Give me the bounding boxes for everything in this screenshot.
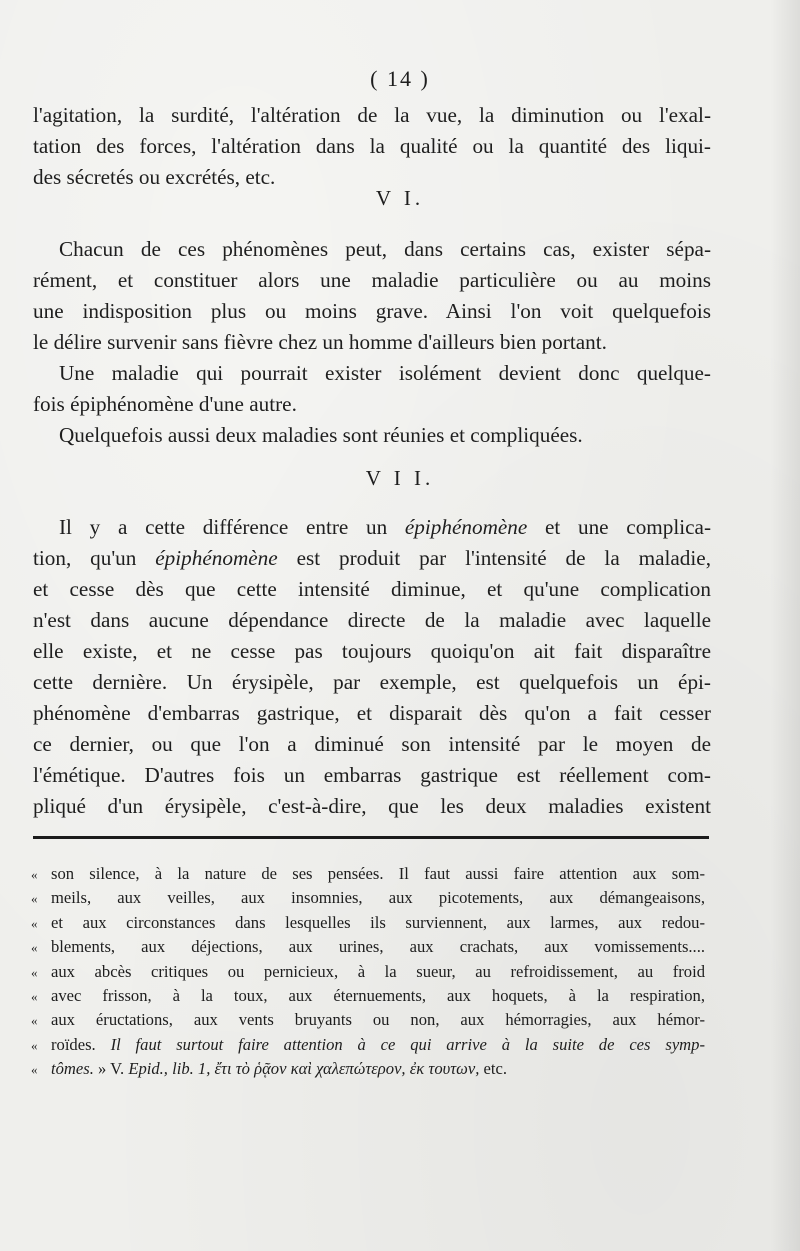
footnote <box>31 862 711 1082</box>
quote-mark: « <box>31 1037 38 1053</box>
quote-mark: « <box>31 891 38 907</box>
text-line: cette dernière. Un érysipèle, par exemple, est quelquefois un épi- <box>33 670 711 694</box>
text-line: l'émétique. D'autres fois un embarras gastrique est réellement com- <box>33 763 711 787</box>
footnote-text: aux éructations, aux vents bruyants ou non, aux hémorragies, aux hémor- <box>51 1010 705 1030</box>
footnote-line <box>31 862 711 886</box>
footnote-line <box>31 935 711 959</box>
italic-term: épiphénomène <box>404 515 528 539</box>
text-line: fois épiphénomène d'une autre. <box>33 392 297 416</box>
text-line: le délire survenir sans fièvre chez un homme d'ailleurs bien portant. <box>33 330 607 354</box>
quote-mark: « <box>31 940 38 956</box>
quote-mark: « <box>31 915 38 931</box>
italic-run: Il faut surtout faire attention à ce qui arrive à la suite de ces symp- <box>110 1034 705 1054</box>
footnote-line <box>31 911 711 935</box>
quote-mark: « <box>31 989 38 1005</box>
footnote-text <box>51 1033 705 1056</box>
text-line: une indisposition plus ou moins grave. Ainsi l'on voit quelquefois <box>33 299 711 323</box>
footnote-text: avec frisson, à la toux, aux éternuements, aux hoquets, à la respiration, <box>51 986 705 1006</box>
greek-quotation: ἔτι τὸ ῥᾷον καὶ χαλεπώτερον, ἐκ τουτων, <box>210 1059 480 1079</box>
footnote-line <box>31 984 711 1008</box>
text-line: l'agitation, la surdité, l'altération de la vue, la diminution ou l'exal- <box>33 103 711 127</box>
text-line: des sécretés ou excrétés, etc. <box>33 165 276 189</box>
section-7-paragraph <box>33 512 711 822</box>
footnote-text <box>51 1057 705 1080</box>
text-run: roïdes. <box>51 1034 111 1054</box>
text-line: elle existe, et ne cesse pas toujours quoiqu'on ait fait disparaître <box>33 639 711 663</box>
text-line: tation des forces, l'altération dans la qualité ou la quantité des liqui- <box>33 134 711 158</box>
text-run: est produit par l'intensité de la maladie, <box>277 546 711 570</box>
footnote-text: meils, aux veilles, aux insomnies, aux picotements, aux démangeaisons, <box>51 888 705 908</box>
footnote-text: et aux circonstances dans lesquelles ils surviennent, aux larmes, aux redou- <box>51 912 705 932</box>
footnote-line <box>31 886 711 910</box>
citation-italic: Epid., lib. 1, <box>128 1059 211 1079</box>
text-line: et cesse dès que cette intensité diminue, et qu'une complication <box>33 577 711 601</box>
italic-term: épiphénomène <box>155 546 278 570</box>
section-6-paragraph-3 <box>33 420 711 451</box>
text-line: Chacun de ces phénomènes peut, dans certains cas, exister sépa- <box>59 237 711 261</box>
footnote-rule <box>33 836 709 839</box>
section-6-paragraph-1 <box>33 234 711 358</box>
text-line: rément, et constituer alors une maladie particulière ou au moins <box>33 268 711 292</box>
footnote-text: blements, aux déjections, aux urines, aux crachats, aux vomissements.... <box>51 937 705 957</box>
text-line: ce dernier, ou que l'on a diminué son intensité par le moyen de <box>33 732 711 756</box>
section-heading-7: V I I. <box>365 466 435 490</box>
page-number: ( 14 ) <box>370 66 430 91</box>
paragraph-continuation <box>33 100 711 193</box>
text-run: tion, qu'un <box>33 546 156 570</box>
text-line: n'est dans aucune dépendance directe de la maladie avec laquelle <box>33 608 711 632</box>
italic-run: tômes. <box>51 1059 94 1079</box>
section-6-paragraph-2 <box>33 358 711 420</box>
text-line: Une maladie qui pourrait exister isolément devient donc quelque- <box>59 361 711 385</box>
footnote-line <box>31 1057 711 1081</box>
text-run: Il y a cette différence entre un <box>59 515 405 539</box>
text-run: et une complica- <box>527 515 711 539</box>
quote-mark: « <box>31 964 38 980</box>
section-heading-6: V I. <box>375 186 425 210</box>
text-line <box>33 512 711 543</box>
quote-mark: « <box>31 1062 38 1078</box>
footnote-line <box>31 1033 711 1057</box>
quote-mark: « <box>31 867 38 882</box>
text-run: etc. <box>479 1059 508 1079</box>
quote-mark: « <box>31 1013 38 1029</box>
text-line: phénomène d'embarras gastrique, et disparait dès qu'on a fait cesser <box>33 701 711 725</box>
footnote-line <box>31 960 711 984</box>
text-line: Quelquefois aussi deux maladies sont réunies et compliquées. <box>59 423 583 447</box>
footnote-text: aux abcès critiques ou pernicieux, à la sueur, au refroidissement, au froid <box>51 961 705 981</box>
footnote-line <box>31 1008 711 1032</box>
footnote-text: son silence, à la nature de ses pensées. Il faut aussi faire attention aux som- <box>51 864 705 883</box>
text-line <box>33 543 711 574</box>
text-run: » V. <box>93 1059 129 1079</box>
text-line: pliqué d'un érysipèle, c'est-à-dire, que les deux maladies existent <box>33 794 711 818</box>
